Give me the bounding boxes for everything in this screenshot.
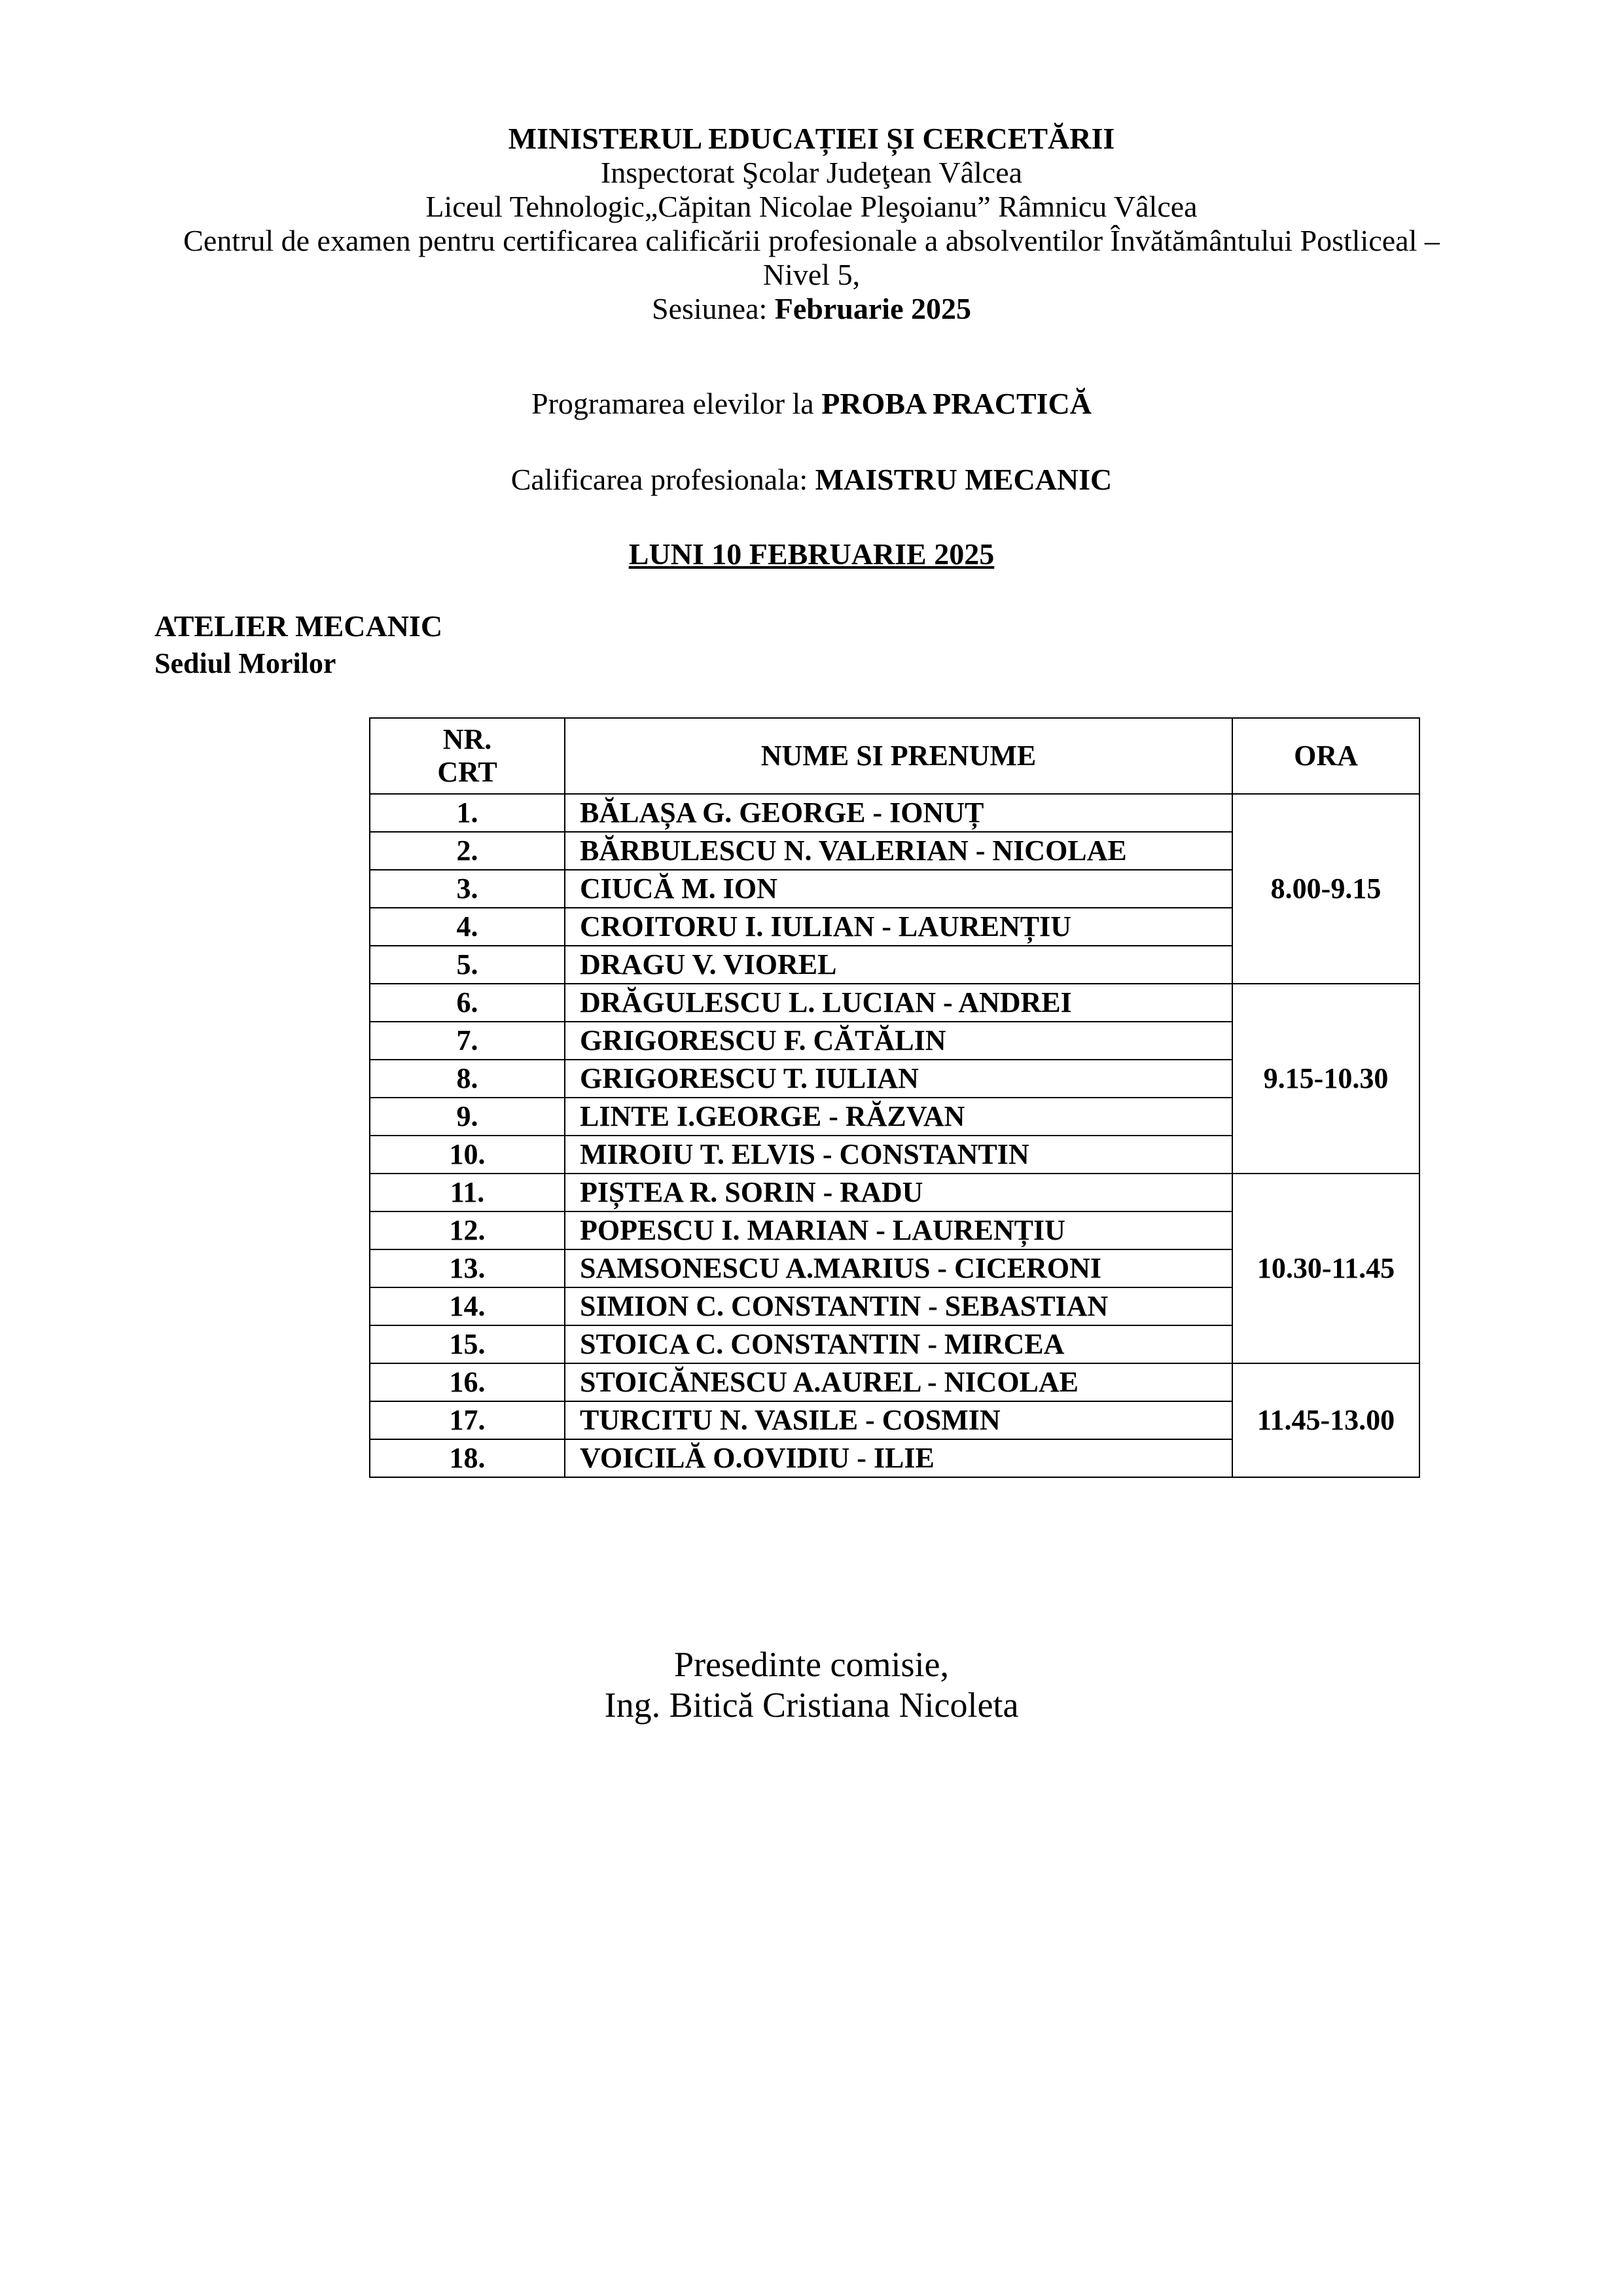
student-name: CROITORU I. IULIAN - LAURENȚIU (565, 908, 1232, 946)
student-name: BĂLAȘA G. GEORGE - IONUȚ (565, 794, 1232, 832)
student-name: GRIGORESCU T. IULIAN (565, 1060, 1232, 1098)
table-row (370, 1174, 1419, 1211)
row-number: 13. (370, 1249, 565, 1287)
document-header (0, 122, 1623, 326)
exam-center-line-1: Centrul de examen pentru certificarea calificării profesionale a absolventilor Învătământului Postliceal – (183, 224, 1440, 257)
programming-line (0, 386, 1623, 421)
exam-date: LUNI 10 FEBRUARIE 2025 (628, 537, 995, 571)
header-ora: ORA (1232, 718, 1419, 794)
student-name: BĂRBULESCU N. VALERIAN - NICOLAE (565, 832, 1232, 870)
row-number: 8. (370, 1060, 565, 1098)
header-name: NUME SI PRENUME (565, 718, 1232, 794)
session-line (0, 292, 1623, 326)
row-number: 16. (370, 1363, 565, 1401)
row-number: 14. (370, 1287, 565, 1325)
programming-label: Programarea elevilor la (531, 387, 822, 420)
time-slot: 9.15-10.30 (1232, 984, 1419, 1174)
row-number: 18. (370, 1439, 565, 1477)
qualification-value: MAISTRU MECANIC (815, 463, 1113, 496)
table-row (370, 794, 1419, 832)
table-row (370, 984, 1419, 1022)
school-name: Liceul Tehnologic„Căpitan Nicolae Pleşoianu” Râmnicu Vâlcea (425, 190, 1198, 223)
student-name: CIUCĂ M. ION (565, 870, 1232, 908)
student-name: MIROIU T. ELVIS - CONSTANTIN (565, 1136, 1232, 1174)
session-label: Sesiunea: (651, 292, 775, 325)
qualification-label: Calificarea profesionala: (510, 463, 815, 496)
student-name: SIMION C. CONSTANTIN - SEBASTIAN (565, 1287, 1232, 1325)
student-name: POPESCU I. MARIAN - LAURENȚIU (565, 1211, 1232, 1249)
row-number: 12. (370, 1211, 565, 1249)
row-number: 17. (370, 1401, 565, 1439)
inspectorate-name: Inspectorat Şcolar Judeţean Vâlcea (600, 156, 1023, 189)
row-number: 11. (370, 1174, 565, 1211)
time-slot: 8.00-9.15 (1232, 794, 1419, 984)
student-name: STOICA C. CONSTANTIN - MIRCEA (565, 1325, 1232, 1363)
student-name: DRAGU V. VIOREL (565, 946, 1232, 984)
schedule-table (369, 717, 1420, 1478)
student-name: LINTE I.GEORGE - RĂZVAN (565, 1098, 1232, 1136)
header-nr-line2: CRT (437, 756, 497, 788)
row-number: 4. (370, 908, 565, 946)
table-header-row (370, 718, 1419, 794)
row-number: 3. (370, 870, 565, 908)
site-name: Sediul Morilor (154, 647, 336, 679)
row-number: 5. (370, 946, 565, 984)
signature-name: Ing. Bitică Cristiana Nicoleta (604, 1685, 1019, 1725)
ministry-name: MINISTERUL EDUCAȚIEI ȘI CERCETĂRII (508, 122, 1115, 155)
qualification-line (0, 462, 1623, 497)
exam-center-line-2: Nivel 5, (762, 258, 861, 291)
workshop-name: ATELIER MECANIC (154, 609, 443, 643)
time-slot: 11.45-13.00 (1232, 1363, 1419, 1477)
header-nr-line1: NR. (442, 723, 492, 755)
student-name: PIȘTEA R. SORIN - RADU (565, 1174, 1232, 1211)
row-number: 9. (370, 1098, 565, 1136)
row-number: 10. (370, 1136, 565, 1174)
programming-value: PROBA PRACTICĂ (821, 387, 1092, 420)
row-number: 2. (370, 832, 565, 870)
session-value: Februarie 2025 (774, 292, 971, 325)
table-row (370, 1363, 1419, 1401)
row-number: 15. (370, 1325, 565, 1363)
student-name: STOICĂNESCU A.AUREL - NICOLAE (565, 1363, 1232, 1401)
row-number: 6. (370, 984, 565, 1022)
header-nr-crt (370, 718, 565, 794)
row-number: 1. (370, 794, 565, 832)
student-name: TURCITU N. VASILE - COSMIN (565, 1401, 1232, 1439)
signature-title: Presedinte comisie, (674, 1645, 949, 1684)
row-number: 7. (370, 1022, 565, 1060)
student-name: VOICILĂ O.OVIDIU - ILIE (565, 1439, 1232, 1477)
student-name: SAMSONESCU A.MARIUS - CICERONI (565, 1249, 1232, 1287)
student-name: DRĂGULESCU L. LUCIAN - ANDREI (565, 984, 1232, 1022)
student-name: GRIGORESCU F. CĂTĂLIN (565, 1022, 1232, 1060)
time-slot: 10.30-11.45 (1232, 1174, 1419, 1363)
